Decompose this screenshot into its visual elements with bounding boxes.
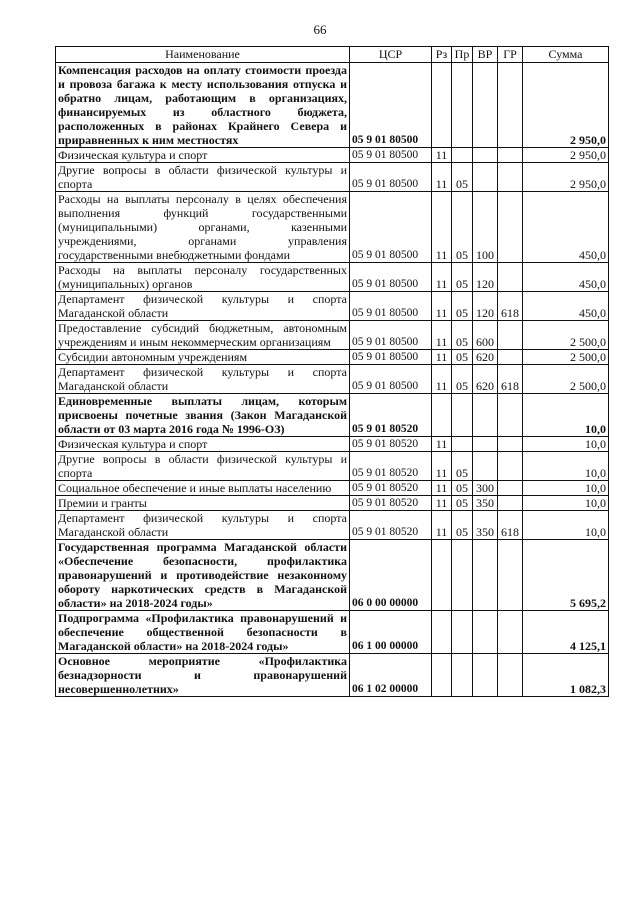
row-rz: [432, 63, 452, 148]
row-csr: 05 9 01 80520: [350, 496, 432, 511]
row-vr: 600: [473, 321, 498, 350]
row-gr: [498, 263, 523, 292]
row-pr: 05: [452, 192, 473, 263]
row-csr: 06 1 02 00000: [350, 654, 432, 697]
row-pr: 05: [452, 481, 473, 496]
row-gr: [498, 540, 523, 611]
row-pr: [452, 437, 473, 452]
row-csr: 05 9 01 80520: [350, 511, 432, 540]
row-csr: 05 9 01 80500: [350, 350, 432, 365]
row-sum: 450,0: [523, 192, 609, 263]
row-vr: [473, 540, 498, 611]
row-vr: 120: [473, 263, 498, 292]
row-rz: 11: [432, 452, 452, 481]
row-pr: 05: [452, 292, 473, 321]
row-sum: 2 950,0: [523, 148, 609, 163]
row-name: Премии и гранты: [56, 496, 350, 511]
row-sum: 10,0: [523, 481, 609, 496]
row-name: Субсидии автономным учреждениям: [56, 350, 350, 365]
table-header-row: [56, 47, 609, 63]
table-row: [56, 263, 609, 292]
row-rz: 11: [432, 263, 452, 292]
row-name: Основное мероприятие «Профилактика безнадзорности и правонарушений несовершеннолетних»: [56, 654, 350, 697]
row-csr: 06 1 00 00000: [350, 611, 432, 654]
row-rz: [432, 611, 452, 654]
row-sum: 10,0: [523, 452, 609, 481]
row-vr: 100: [473, 192, 498, 263]
row-vr: [473, 654, 498, 697]
header-name: Наименование: [56, 47, 350, 63]
row-vr: [473, 163, 498, 192]
row-sum: 2 500,0: [523, 321, 609, 350]
row-pr: [452, 611, 473, 654]
header-sum: Сумма: [523, 47, 609, 63]
row-name: Физическая культура и спорт: [56, 437, 350, 452]
row-sum: 2 950,0: [523, 163, 609, 192]
table-row: [56, 350, 609, 365]
row-gr: [498, 163, 523, 192]
row-sum: 10,0: [523, 511, 609, 540]
row-csr: 05 9 01 80520: [350, 452, 432, 481]
row-gr: [498, 496, 523, 511]
row-pr: 05: [452, 511, 473, 540]
table-row: [56, 511, 609, 540]
row-csr: 05 9 01 80520: [350, 481, 432, 496]
row-pr: [452, 394, 473, 437]
row-vr: [473, 148, 498, 163]
table-row: [56, 481, 609, 496]
row-rz: 11: [432, 481, 452, 496]
row-gr: [498, 437, 523, 452]
row-pr: 05: [452, 365, 473, 394]
header-gr: ГР: [498, 47, 523, 63]
row-name: Расходы на выплаты персоналу государственных (муниципальных) органов: [56, 263, 350, 292]
header-rz: Рз: [432, 47, 452, 63]
row-csr: 05 9 01 80500: [350, 365, 432, 394]
header-csr: ЦСР: [350, 47, 432, 63]
row-vr: 620: [473, 365, 498, 394]
row-pr: 05: [452, 263, 473, 292]
row-gr: [498, 654, 523, 697]
row-rz: 11: [432, 350, 452, 365]
row-name: Другие вопросы в области физической культуры и спорта: [56, 452, 350, 481]
row-sum: 5 695,2: [523, 540, 609, 611]
budget-table: [55, 46, 609, 697]
row-vr: 120: [473, 292, 498, 321]
row-pr: [452, 540, 473, 611]
row-csr: 06 0 00 00000: [350, 540, 432, 611]
row-csr: 05 9 01 80520: [350, 394, 432, 437]
row-gr: 618: [498, 365, 523, 394]
row-vr: [473, 63, 498, 148]
row-gr: [498, 394, 523, 437]
row-gr: [498, 350, 523, 365]
row-name: Физическая культура и спорт: [56, 148, 350, 163]
row-csr: 05 9 01 80520: [350, 437, 432, 452]
row-name: Социальное обеспечение и иные выплаты населению: [56, 481, 350, 496]
row-rz: 11: [432, 496, 452, 511]
row-pr: [452, 148, 473, 163]
table-row: [56, 292, 609, 321]
row-pr: 05: [452, 496, 473, 511]
row-sum: 4 125,1: [523, 611, 609, 654]
row-gr: [498, 63, 523, 148]
table-row: [56, 321, 609, 350]
row-name: Департамент физической культуры и спорта Магаданской области: [56, 292, 350, 321]
table-row: [56, 540, 609, 611]
row-pr: 05: [452, 452, 473, 481]
table-row: [56, 611, 609, 654]
table-row: [56, 63, 609, 148]
table-row: [56, 192, 609, 263]
table-row: [56, 654, 609, 697]
row-rz: 11: [432, 292, 452, 321]
row-pr: 05: [452, 350, 473, 365]
row-name: Другие вопросы в области физической культуры и спорта: [56, 163, 350, 192]
row-gr: [498, 452, 523, 481]
page-number: 66: [313, 22, 327, 37]
row-rz: 11: [432, 511, 452, 540]
row-name: Департамент физической культуры и спорта Магаданской области: [56, 365, 350, 394]
table-body: [56, 63, 609, 697]
row-rz: 11: [432, 321, 452, 350]
row-rz: [432, 540, 452, 611]
row-rz: 11: [432, 192, 452, 263]
row-vr: [473, 611, 498, 654]
row-gr: [498, 148, 523, 163]
row-csr: 05 9 01 80500: [350, 63, 432, 148]
row-name: Компенсация расходов на оплату стоимости проезда и провоза багажа к месту использования отпуска и обратно лицам, работающим в организациях, финансируемых из областного бюджета, расположенных в районах Крайнего Севера и приравненных к ним местностях: [56, 63, 350, 148]
table-row: [56, 163, 609, 192]
row-vr: [473, 452, 498, 481]
row-sum: 2 950,0: [523, 63, 609, 148]
table-row: [56, 452, 609, 481]
row-gr: [498, 611, 523, 654]
row-csr: 05 9 01 80500: [350, 292, 432, 321]
table-row: [56, 437, 609, 452]
row-rz: 11: [432, 163, 452, 192]
row-pr: 05: [452, 321, 473, 350]
row-csr: 05 9 01 80500: [350, 163, 432, 192]
row-name: Расходы на выплаты персоналу в целях обеспечения выполнения функций государственными (муниципальными) органами, казенными учреждениями, органами управления государственными внебюджетными фондами: [56, 192, 350, 263]
row-name: Департамент физической культуры и спорта Магаданской области: [56, 511, 350, 540]
row-csr: 05 9 01 80500: [350, 263, 432, 292]
row-pr: 05: [452, 163, 473, 192]
row-csr: 05 9 01 80500: [350, 321, 432, 350]
table-row: [56, 496, 609, 511]
row-name: Подпрограмма «Профилактика правонарушений и обеспечение общественной безопасности в Магаданской области» на 2018-2024 годы»: [56, 611, 350, 654]
header-vr: ВР: [473, 47, 498, 63]
row-sum: 10,0: [523, 394, 609, 437]
header-pr: Пр: [452, 47, 473, 63]
row-vr: 350: [473, 511, 498, 540]
row-gr: [498, 481, 523, 496]
row-csr: 05 9 01 80500: [350, 192, 432, 263]
row-gr: 618: [498, 511, 523, 540]
table-row: [56, 365, 609, 394]
row-vr: [473, 437, 498, 452]
row-vr: 300: [473, 481, 498, 496]
row-rz: [432, 654, 452, 697]
row-csr: 05 9 01 80500: [350, 148, 432, 163]
row-gr: 618: [498, 292, 523, 321]
row-rz: [432, 394, 452, 437]
row-vr: [473, 394, 498, 437]
row-sum: 450,0: [523, 292, 609, 321]
row-pr: [452, 63, 473, 148]
row-name: Государственная программа Магаданской области «Обеспечение безопасности, профилактика правонарушений и противодействие незаконному обороту наркотических средств в Магаданской области» на 2018-2024 годы»: [56, 540, 350, 611]
row-sum: 2 500,0: [523, 365, 609, 394]
row-gr: [498, 321, 523, 350]
row-sum: 2 500,0: [523, 350, 609, 365]
row-name: Единовременные выплаты лицам, которым присвоены почетные звания (Закон Магаданской области от 03 марта 2016 года № 1996-ОЗ): [56, 394, 350, 437]
row-rz: 11: [432, 148, 452, 163]
row-name: Предоставление субсидий бюджетным, автономным учреждениям и иным некоммерческим организациям: [56, 321, 350, 350]
row-sum: 450,0: [523, 263, 609, 292]
row-sum: 10,0: [523, 437, 609, 452]
row-vr: 350: [473, 496, 498, 511]
row-rz: 11: [432, 365, 452, 394]
row-rz: 11: [432, 437, 452, 452]
table-row: [56, 148, 609, 163]
row-vr: 620: [473, 350, 498, 365]
row-pr: [452, 654, 473, 697]
row-sum: 1 082,3: [523, 654, 609, 697]
table-row: [56, 394, 609, 437]
row-gr: [498, 192, 523, 263]
row-sum: 10,0: [523, 496, 609, 511]
